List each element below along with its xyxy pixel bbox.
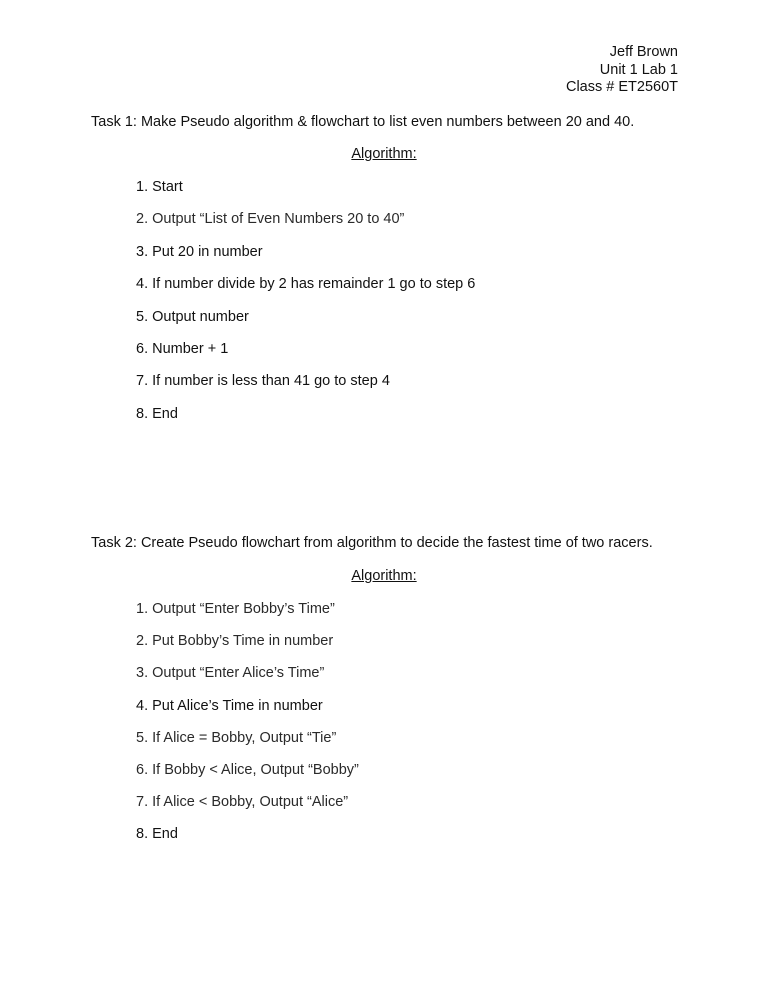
task2-step: 7. If Alice < Bobby, Output “Alice” (136, 794, 349, 811)
task1-step: 7. If number is less than 41 go to step 4 (136, 373, 390, 390)
task2-step: 2. Put Bobby’s Time in number (136, 633, 334, 650)
task1-steps (136, 178, 475, 437)
class-number: Class # ET2560T (565, 79, 678, 95)
task1-step: 5. Output number (136, 308, 249, 325)
task1-step: 1. Start (136, 179, 183, 195)
task2-title: Task 2: Create Pseudo flowchart from algorithm to decide the fastest time of two racers. (91, 535, 653, 551)
task1-step: 2. Output “List of Even Numbers 20 to 40” (136, 211, 405, 228)
task2-step: 3. Output “Enter Alice’s Time” (136, 665, 325, 682)
author-header (566, 44, 678, 97)
task2-step: 8. End (136, 826, 178, 843)
author-name: Jeff Brown (609, 44, 678, 60)
task2-step: 5. If Alice = Bobby, Output “Tie” (136, 729, 337, 746)
unit-lab: Unit 1 Lab 1 (599, 61, 678, 78)
task2-step: 1. Output “Enter Bobby’s Time” (136, 601, 335, 617)
task1-algorithm-heading: Algorithm: (351, 146, 417, 162)
task1-step: 6. Number + 1 (136, 340, 229, 357)
task1-title: Task 1: Make Pseudo algorithm & flowchart to list even numbers between 20 and 40. (91, 114, 635, 130)
task1-step: 8. End (136, 405, 178, 422)
task2-step: 6. If Bobby < Alice, Output “Bobby” (136, 761, 359, 778)
task2-algorithm-heading: Algorithm: (351, 568, 417, 584)
task2-steps (136, 600, 359, 858)
task1-step: 3. Put 20 in number (136, 243, 263, 260)
task1-step: 4. If number divide by 2 has remainder 1 go to step 6 (136, 276, 476, 293)
task2-step: 4. Put Alice’s Time in number (136, 697, 323, 714)
